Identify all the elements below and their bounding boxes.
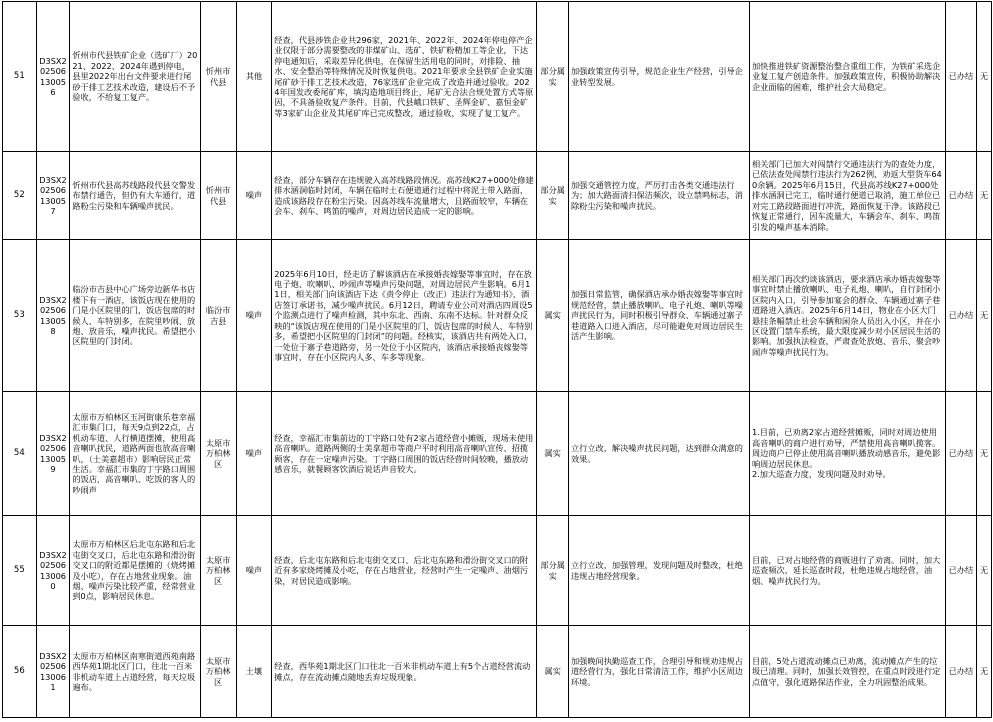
table-row — [3, 240, 992, 392]
handling-result: 1.目前，已劝离2家占道经营摊贩，同时对周边使用高音喇叭的商户进行劝导，严禁使用高音喇叭揽客。周边商户已停止使用高音喇叭播放动感音乐，避免影响周边居民休息。 2.加大巡查力度，发现问题及时劝导。 — [749, 392, 945, 516]
investigation-findings: 2025年6月10日，经走访了解该酒店在承接婚丧嫁娶等事宜时，存在放电子炮、吹喇叭、吵闹声等噪声污染问题，对周边居民产生影响。6月11日，相关部门向该酒店下达《责令停止（改正）违法行为通知书》，酒店签订承诺书，减少噪声扰民。6月12日，聘请专业公司对酒店四周设5个监测点进行了噪声检测，其中东北、西南、东南不达标。针对群众反映的“该饭店现在使用的门是小区院里的门，饭店包席的时候人、车特别多，希望把小区院里的门封闭”的问题。经核实，该酒店共有两处入口，一处位于寨子巷道路旁，另一处位于小区院内，该酒店承接婚丧嫁娶等事宜时，存在小区院内人多、车多等现象。 — [272, 240, 537, 392]
handling-measures: 立行立改，解决噪声扰民问题，达到群众满意的效果。 — [568, 392, 749, 516]
case-status: 已办结 — [945, 516, 977, 626]
row-number: 56 — [3, 626, 37, 718]
administrative-region: 临汾市吉县 — [200, 240, 236, 392]
handling-result: 相关部门再次约谈该酒店，要求酒店承办婚丧嫁娶等事宜时禁止播放喇叭、电子礼炮、喇叭，自行封闭小区院内入口，引导参加宴会的群众、车辆通过寨子巷道路进入酒店。2025年6月14日，物业在小区大门悬挂条幅禁止社会车辆和闲杂人员出入小区，并在小区设置门禁车系统，最大限度减少对小区居民生活的影响。加强执法检查，严肃查处放炮、音乐、聚会吵闹声等噪声扰民行为。 — [749, 240, 945, 392]
handling-measures: 加强晚间执勤巡查工作，合理引导和规劝违规占道经营行为，强化日常清洁工作，维护小区周边环境。 — [568, 626, 749, 718]
case-code: D3SX202506130057 — [36, 152, 70, 240]
case-code: D3SX202506130059 — [36, 392, 70, 516]
verdict: 属实 — [537, 626, 569, 718]
investigation-findings: 经查，幸福汇市集前边的丁字路口处有2家占道经营小摊贩，现场未使用高音喇叭。道路两侧的士美拿超市等商户平时利用高音喇叭宣传、招揽顾客，存在一定噪声污染。丁字路口周围的饭店经营时间较晚，播放动感音乐，就餐顾客饮酒后说话声音较大。 — [272, 392, 537, 516]
case-code: D3SX202506130061 — [36, 626, 70, 718]
investigation-findings: 经查，西华苑1期北区门口往北一百米非机动车道上有5个占道经营流动摊点，存在流动摊点随地丢弃垃圾现象。 — [272, 626, 537, 718]
investigation-findings: 经查，后北屯东路和后北屯街交叉口、后北屯东路和滑汾街交叉口的附近有多家烧烤摊及小吃，存在占地营业，经营时产生一定噪声、油烟污染，对居民造成影响。 — [272, 516, 537, 626]
row-number: 52 — [3, 152, 37, 240]
accountability: 无 — [977, 392, 992, 516]
case-code: D3SX202506130056 — [36, 2, 70, 152]
complaint-content: 太原市万柏林区南寒街道西苑南路西华苑1期北区门口，往北一百米非机动车道上占道经营，每天垃圾遍布。 — [70, 626, 200, 718]
handling-measures: 加强日常监管，确保酒店承办婚丧嫁娶等事宜时规范经营，禁止播放喇叭、电子礼炮、喇叭等噪声扰民行为，同时积极引导群众、车辆通过寨子巷道路入口进入酒店，尽可能避免对周边居民生活产生影响。 — [568, 240, 749, 392]
pollution-type: 噪声 — [236, 152, 272, 240]
verdict: 属实 — [537, 392, 569, 516]
case-status: 已办结 — [945, 2, 977, 152]
administrative-region: 太原市万柏林区 — [200, 626, 236, 718]
table-row — [3, 152, 992, 240]
case-code: D3SX202506130058 — [36, 240, 70, 392]
administrative-region: 太原市万柏林区 — [200, 392, 236, 516]
pollution-type: 噪声 — [236, 516, 272, 626]
administrative-region: 忻州市代县 — [200, 2, 236, 152]
accountability: 无 — [977, 516, 992, 626]
handling-measures: 加强交通管控力度，严厉打击各类交通违法行为；加大路面清扫保洁频次，设立禁鸣标志，消除粉尘污染和噪声扰民。 — [568, 152, 749, 240]
row-number: 53 — [3, 240, 37, 392]
complaint-table — [2, 1, 992, 718]
investigation-findings: 经查，代县涉铁企业共296家，2021年、2022年、2024年停电停产企业仅限于部分需要整改的非煤矿山、选矿、铁矿粉精加工等企业，下达停电通知后，采取差异化供电，在保留生活用电的同时，对排险、抽水、安全整治等特殊情况及时恢复供电。2021年要求全县铁矿企业实施尾矿砂干排工艺技术改造，76家选矿企业完成了改造并通过验收。2024年国发改委尾矿库，填沟造地项目终止，尾矿无合法合规处置方式等原因，不具备验收复产条件。目前，代县峨口铁矿、圣辉金矿、嘉恒金矿等3家矿山企业及其尾矿库已完成整改，通过验收，实现了复工复产。 — [272, 2, 537, 152]
table-row — [3, 392, 992, 516]
accountability: 无 — [977, 2, 992, 152]
verdict: 部分属实 — [537, 2, 569, 152]
handling-result: 目前，5处占道流动摊点已劝离，流动摊点产生的垃圾已清理。同时，加强长效管控，在重点时段进行定点值守，强化道路保洁作业，全力巩固整治成果。 — [749, 626, 945, 718]
row-number: 54 — [3, 392, 37, 516]
complaint-content: 忻州市代县高苏线路段代县交警发布禁行通告，但仍有大车通行，道路粉尘污染和车辆噪声扰民。 — [70, 152, 200, 240]
accountability: 无 — [977, 152, 992, 240]
case-status: 已办结 — [945, 152, 977, 240]
case-status: 已办结 — [945, 626, 977, 718]
accountability: 无 — [977, 626, 992, 718]
handling-result: 加快推进铁矿资源整治整合重组工作，为铁矿采选企业复工复产创造条件。加强政策宣传，积极协助解决企业面临的困难，维护社会大局稳定。 — [749, 2, 945, 152]
row-number: 51 — [3, 2, 37, 152]
complaint-content: 太原市万柏林区后北屯东路和后北屯街交叉口，后北屯东路和滑汾街交叉口的附近都是摆摊的（烧烤摊及小吃），存在占地营业现象。油烟、噪声污染比较严重，经常营业到0点，影响居民休息。 — [70, 516, 200, 626]
handling-result: 相关部门已加大对闯禁行交通违法行为的查处力度，已依法查处闯禁行违法行为262例，劝返大型货车640余辆。2025年6月15日，代县高苏线K27+000处排水涵洞已完工，临时通行便道已取消，施工单位已对完工路段路面进行冲洗，路面恢复干净。该路段已恢复正常通行，因车流量大，车辆会车、刹车、鸣笛引发的噪声基本消除。 — [749, 152, 945, 240]
verdict: 部分属实 — [537, 516, 569, 626]
verdict: 部分属实 — [537, 152, 569, 240]
handling-result: 目前，已对占地经营的商贩进行了劝离。同时，加大巡查频次，延长巡查时段，杜绝违规占地经营，油烟、噪声扰民行为。 — [749, 516, 945, 626]
row-number: 55 — [3, 516, 37, 626]
pollution-type: 噪声 — [236, 240, 272, 392]
table-row — [3, 626, 992, 718]
complaint-content: 太原市万柏林区玉河街康乐巷幸福汇市集门口，每天9点到22点，占机动车道、人行横道摆摊，使用高音喇叭扰民，道路两面也放高音喇叭，（士美嘉超市）影响居民正常生活。幸福汇市集的丁字路口周围的饭店，高音喇叭、吃饭的客人的吵闹声 — [70, 392, 200, 516]
handling-measures: 加强政策宣传引导，规范企业生产经营，引导企业转型发展。 — [568, 2, 749, 152]
handling-measures: 立行立改，加强管理，发现问题及时整改，杜绝违规占地经营现象。 — [568, 516, 749, 626]
verdict: 属实 — [537, 240, 569, 392]
complaint-content: 临汾市吉县中心广场旁边新华书店楼下有一酒店，该饭店现在使用的门是小区院里的门，饭店包席的时候人、车特别多，在院里吵闹、放炮、放音乐，噪声扰民。希望把小区院里的门封闭。 — [70, 240, 200, 392]
administrative-region: 忻州市代县 — [200, 152, 236, 240]
investigation-findings: 经查，部分车辆存在违规驶入高苏线路段情况。高苏线K27+000处修建排水涵洞临时封闭，车辆在临时土石便道通行过程中将泥土带入路面，造成该路段存在粉尘污染。因高苏线车流量增大，且路面较窄，车辆在会车、刹车、鸣笛的噪声，对周边居民造成一定的影响。 — [272, 152, 537, 240]
table-row — [3, 2, 992, 152]
complaint-content: 忻州市代县铁矿企业（选矿厂）2021、2022、2024年遇到停电，县里2022年出台文件要求进行尾砂干排工艺技术改造，建设后不予验收，不给复工复产。 — [70, 2, 200, 152]
table-row — [3, 516, 992, 626]
administrative-region: 太原市万柏林区 — [200, 516, 236, 626]
case-code: D3SX202506130060 — [36, 516, 70, 626]
case-status: 已办结 — [945, 392, 977, 516]
accountability: 无 — [977, 240, 992, 392]
pollution-type: 其他 — [236, 2, 272, 152]
pollution-type: 土壤 — [236, 626, 272, 718]
pollution-type: 噪声 — [236, 392, 272, 516]
case-status: 已办结 — [945, 240, 977, 392]
